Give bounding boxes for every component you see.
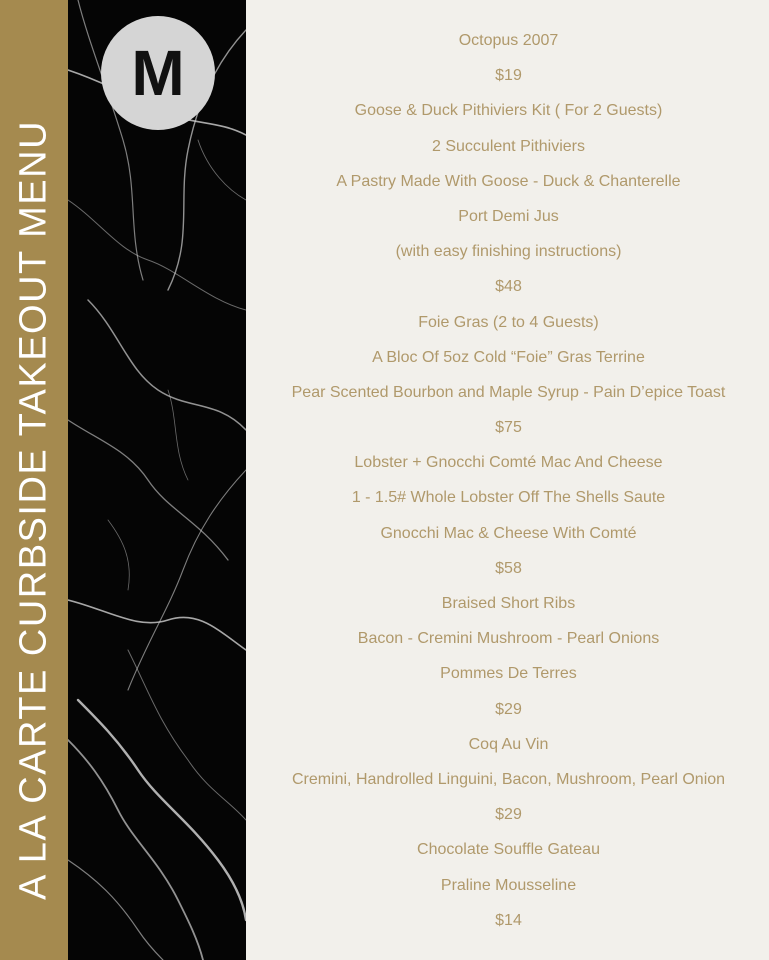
menu-line: Bacon - Cremini Mushroom - Pearl Onions [357, 630, 660, 648]
menu-line: $58 [495, 559, 522, 577]
menu-line: $19 [495, 67, 522, 85]
menu-line: A Pastry Made With Goose - Duck & Chanterelle [336, 172, 681, 190]
menu-line: Cremini, Handrolled Linguini, Bacon, Mushroom, Pearl Onion [291, 770, 726, 788]
menu-line: Gnocchi Mac & Cheese With Comté [380, 524, 637, 542]
menu-line: A Bloc Of 5oz Cold “Foie” Gras Terrine [372, 348, 645, 366]
menu-line: Praline Mousseline [440, 876, 577, 894]
menu-line: $48 [495, 278, 522, 296]
logo-letter: M [131, 37, 185, 109]
menu-side-title: A LA CARTE CURBSIDE TAKEOUT MENU [12, 119, 55, 901]
marble-veins-graphic [68, 0, 246, 960]
menu-line: (with easy finishing instructions) [395, 243, 622, 261]
menu-line: Foie Gras (2 to 4 Guests) [418, 313, 599, 331]
menu-line: Lobster + Gnocchi Comté Mac And Cheese [354, 454, 663, 472]
restaurant-logo [101, 16, 215, 130]
menu-line: Braised Short Ribs [441, 595, 576, 612]
menu-line: 1 - 1.5# Whole Lobster Off The Shells Saute [351, 489, 666, 507]
marble-strip [68, 0, 246, 960]
menu-line: Pommes De Terres [440, 665, 577, 683]
menu-line: Coq Au Vin [468, 735, 549, 753]
menu-line: $29 [495, 700, 522, 718]
menu-list [248, 23, 769, 938]
gold-side-bar [0, 0, 68, 960]
menu-line: Pear Scented Bourbon and Maple Syrup - Pain D’epice Toast [291, 383, 726, 401]
menu-line: $75 [495, 419, 522, 437]
menu-line: Octopus 2007 [458, 32, 559, 49]
menu-line: Goose & Duck Pithiviers Kit ( For 2 Guests) [354, 102, 663, 120]
menu-line: $29 [495, 806, 522, 824]
menu-line: $14 [495, 911, 522, 929]
menu-line: Port Demi Jus [458, 207, 559, 225]
menu-line: Chocolate Souffle Gateau [417, 841, 600, 859]
menu-line: 2 Succulent Pithiviers [432, 137, 585, 155]
